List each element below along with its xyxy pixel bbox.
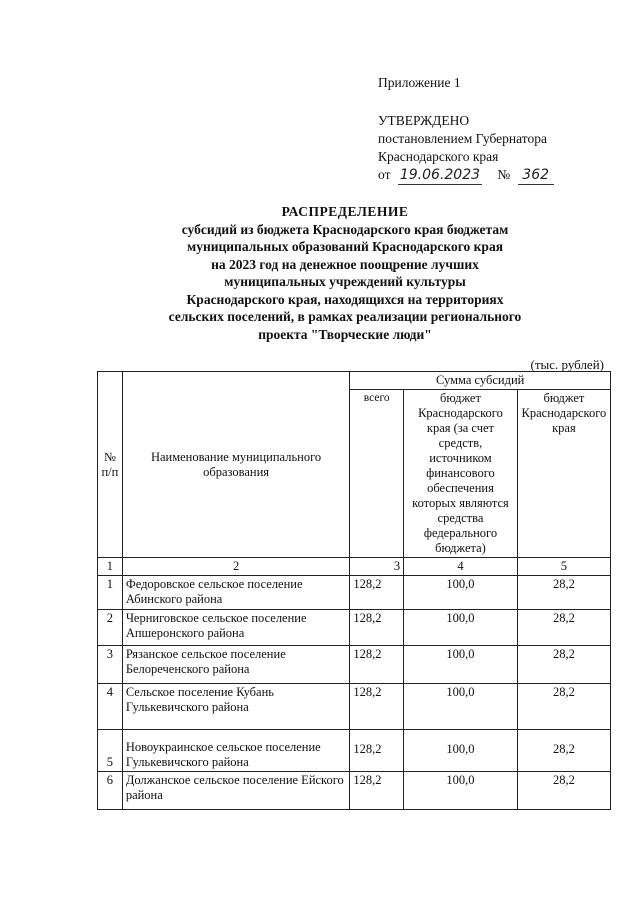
row-regional: 28,2 [517,772,610,810]
row-regional: 28,2 [517,730,610,772]
table-row [98,646,611,684]
date-prefix: от [378,167,391,182]
row-number: 4 [98,684,123,730]
handwritten-date: 19.06.2023 [399,167,481,183]
row-number: 1 [98,576,123,610]
row-federal: 100,0 [404,772,518,810]
col-number: 4 [404,558,518,576]
row-number: 6 [98,772,123,810]
row-number: 5 [98,730,123,772]
header-sum-group: Сумма субсидий [350,372,611,390]
row-federal: 100,0 [404,610,518,646]
row-federal: 100,0 [404,684,518,730]
row-total: 128,2 [350,684,404,730]
row-regional: 28,2 [517,576,610,610]
row-federal: 100,0 [404,576,518,610]
subsidy-table [97,371,611,810]
approval-line-2: Краснодарского края [378,149,499,164]
header-total: всего [350,390,404,558]
title-line: муниципальных образований Краснодарского края [187,239,503,254]
row-total: 128,2 [350,576,404,610]
table-row [98,772,611,810]
title-line: муниципальных учреждений культуры [224,274,466,289]
row-federal: 100,0 [404,646,518,684]
approval-date-line [378,166,554,185]
row-name: Новоукраинское сельское поселение Гулькевичского района [122,730,350,772]
row-regional: 28,2 [517,646,610,684]
row-regional: 28,2 [517,610,610,646]
approval-line-1: постановлением Губернатора [378,131,547,146]
row-total: 128,2 [350,772,404,810]
header-federal: бюджет Краснодарского края (за счет средств, источником финансового обеспечения которых являются средства федерального бюджета) [404,390,518,558]
row-regional: 28,2 [517,684,610,730]
row-name: Черниговское сельское поселение Апшеронского района [122,610,350,646]
title-line: на 2023 год на денежное поощрение лучших [211,256,479,272]
title-line: Краснодарского края, находящихся на территориях [186,291,504,307]
col-number: 3 [350,558,404,576]
title-line: сельских поселений, в рамках реализации регионального [168,309,522,324]
table-row [98,610,611,646]
row-number: 2 [98,610,123,646]
col-number: 1 [98,558,123,576]
row-total: 128,2 [350,610,404,646]
row-name: Федоровское сельское поселение Абинского района [122,576,350,610]
table-row [98,576,611,610]
row-name: Должанское сельское поселение Ейского района [122,772,350,810]
document-title [130,203,560,343]
row-name: Рязанское сельское поселение Белореченского района [122,646,350,684]
approved-label: УТВЕРЖДЕНО [378,113,470,128]
approval-block [378,74,554,185]
row-name: Сельское поселение Кубань Гулькевичского района [122,684,350,730]
units-label: (тыс. рублей) [530,357,604,372]
header-regional: бюджет Краснодарского края [517,390,610,558]
title-heading: РАСПРЕДЕЛЕНИЕ [281,204,409,219]
row-number: 3 [98,646,123,684]
row-total: 128,2 [350,646,404,684]
header-num: № п/п [98,372,123,558]
title-line: проекта "Творческие люди" [258,326,432,342]
col-number: 5 [517,558,610,576]
number-sign: № [497,167,511,182]
col-number: 2 [122,558,350,576]
table-row [98,684,611,730]
row-total: 128,2 [350,730,404,772]
row-federal: 100,0 [404,730,518,772]
handwritten-number: 362 [518,166,554,185]
table-row [98,730,611,772]
title-line: субсидий из бюджета Краснодарского края бюджетам [181,221,509,237]
annex-label: Приложение 1 [378,75,461,90]
header-name: Наименование муниципального образования [122,372,350,558]
